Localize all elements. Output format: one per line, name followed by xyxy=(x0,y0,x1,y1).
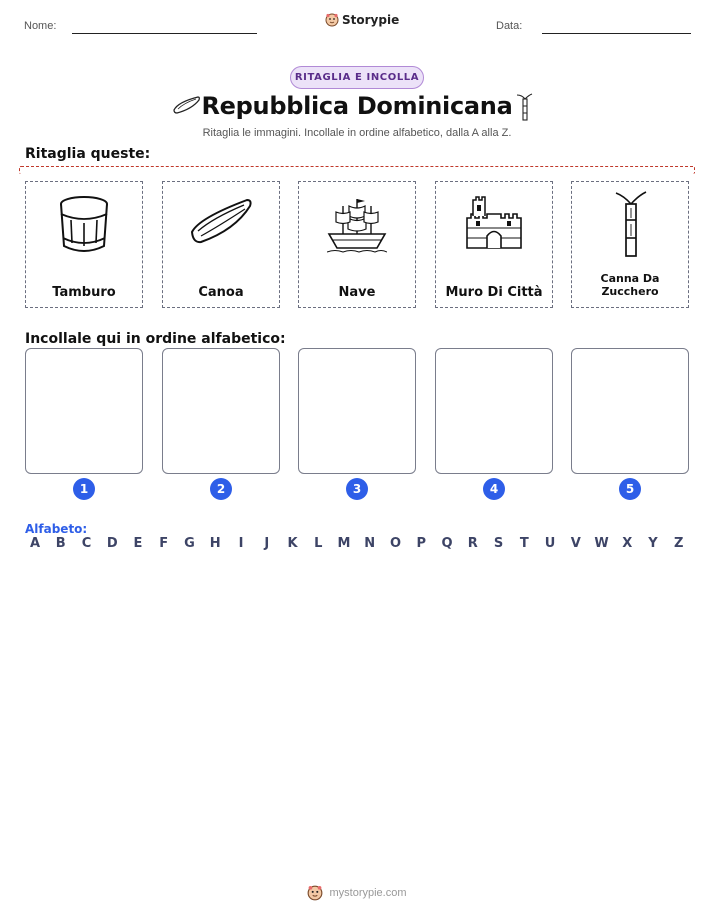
instructions: Ritaglia le immagini. Incollale in ordine alfabetico, dalla A alla Z. xyxy=(202,127,512,139)
alphabet-letter: H xyxy=(209,536,221,551)
alphabet-letter: R xyxy=(467,536,478,551)
sugarcane-icon xyxy=(610,190,650,258)
alphabet-letter: M xyxy=(337,536,351,551)
footer-site[interactable]: mystorypie.com xyxy=(329,887,407,899)
number-badge-3: 3 xyxy=(346,478,368,500)
number-badge-1: 1 xyxy=(73,478,95,500)
paste-box-2[interactable] xyxy=(162,348,280,474)
cut-card-canoe[interactable] xyxy=(162,181,280,308)
alphabet-letter: K xyxy=(287,536,298,551)
alphabet-letter: A xyxy=(29,536,41,551)
alphabet-letter: I xyxy=(238,536,244,551)
storypie-logo-icon xyxy=(307,885,323,901)
alphabet-letter: D xyxy=(106,536,118,551)
cut-heading: Ritaglia queste: xyxy=(25,146,151,162)
card-label-city-wall: Muro Di Città xyxy=(445,285,543,300)
alphabet-letter: C xyxy=(81,536,92,551)
brand-logo xyxy=(325,13,399,27)
alphabet-letter: J xyxy=(264,536,270,551)
cut-card-city-wall[interactable] xyxy=(435,181,553,308)
alphabet-letter: B xyxy=(55,536,66,551)
alphabet-letter: O xyxy=(389,536,402,551)
number-badge-5: 5 xyxy=(619,478,641,500)
alphabet-letter: T xyxy=(519,536,529,551)
storypie-logo-icon xyxy=(325,13,339,27)
date-label: Data: xyxy=(496,20,523,32)
paste-box-3[interactable] xyxy=(298,348,416,474)
alphabet-letter: E xyxy=(133,536,143,551)
paste-box-5[interactable] xyxy=(571,348,689,474)
alphabet-letter: G xyxy=(184,536,195,551)
paste-box-4[interactable] xyxy=(435,348,553,474)
alphabet-letter: Q xyxy=(441,536,453,551)
alphabet-letter: L xyxy=(314,536,323,551)
alphabet-letter: U xyxy=(544,536,556,551)
card-label-drum: Tamburo xyxy=(52,285,116,300)
alphabet-letter: P xyxy=(416,536,427,551)
alphabet-letter: V xyxy=(570,536,581,551)
alphabet-letter: S xyxy=(493,536,504,551)
brand-name: Storypie xyxy=(342,13,400,27)
canoe-icon xyxy=(189,196,253,246)
alphabet-letter: Y xyxy=(648,536,658,551)
sugarcane-icon xyxy=(514,93,534,121)
date-line xyxy=(542,33,691,34)
cut-line xyxy=(19,166,695,174)
card-label-ship: Nave xyxy=(338,285,376,300)
alphabet-letter: N xyxy=(364,536,376,551)
number-badge-4: 4 xyxy=(483,478,505,500)
alphabet-letter: X xyxy=(622,536,633,551)
alphabet-row xyxy=(25,536,689,551)
city-wall-icon xyxy=(463,192,525,250)
card-label-sugarcane: Canna Da Zucchero xyxy=(600,272,660,298)
card-label-canoe: Canoa xyxy=(198,285,244,300)
alphabet-letter: F xyxy=(159,536,169,551)
alphabet-letter: Z xyxy=(674,536,684,551)
number-badge-2: 2 xyxy=(210,478,232,500)
alphabet-letter: W xyxy=(594,536,609,551)
name-line xyxy=(72,33,257,34)
drum-icon xyxy=(56,194,112,256)
paste-box-1[interactable] xyxy=(25,348,143,474)
activity-badge: RITAGLIA E INCOLLA xyxy=(290,66,424,89)
cut-card-sugarcane[interactable] xyxy=(571,181,689,308)
paste-heading: Incollale qui in ordine alfabetico: xyxy=(25,331,286,347)
cut-card-drum[interactable] xyxy=(25,181,143,308)
page-title: Repubblica Dominicana xyxy=(201,92,513,120)
name-label: Nome: xyxy=(24,20,57,32)
ship-icon xyxy=(327,196,387,254)
footer xyxy=(0,885,714,901)
alphabet-heading: Alfabeto: xyxy=(25,522,88,536)
cut-card-ship[interactable] xyxy=(298,181,416,308)
